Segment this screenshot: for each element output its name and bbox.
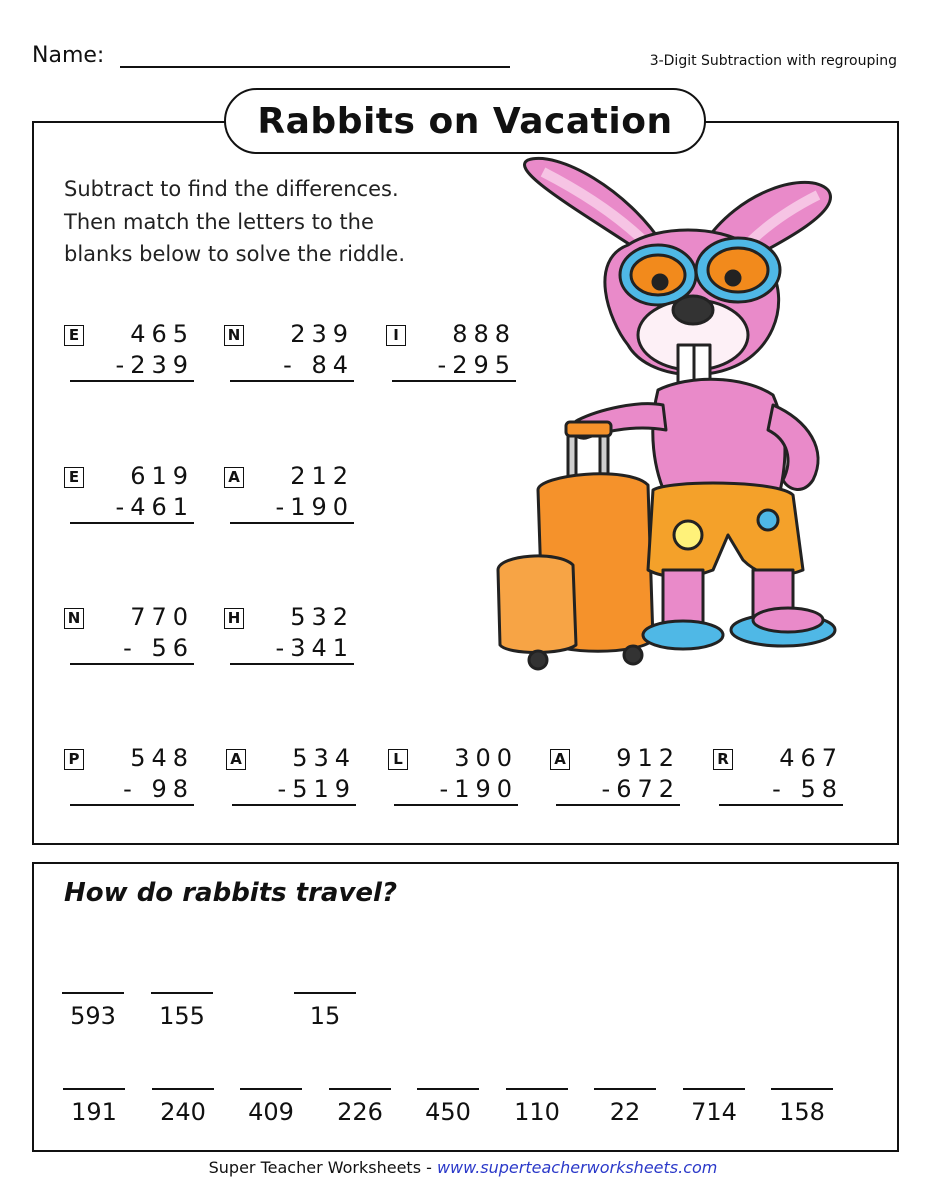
subtrahend: -672: [556, 775, 680, 806]
subtrahend: -295: [392, 351, 516, 382]
answer-blank[interactable]: [62, 992, 124, 1040]
blank-line[interactable]: [152, 1088, 214, 1090]
blank-line[interactable]: [62, 992, 124, 994]
blank-number: 110: [514, 1098, 560, 1126]
blank-line[interactable]: [683, 1088, 745, 1090]
letter-box: I: [386, 325, 406, 346]
letter-box: E: [64, 325, 84, 346]
minuend: 912: [616, 744, 680, 772]
minuend: 548: [130, 744, 194, 772]
footer-url[interactable]: www.superteacherworksheets.com: [436, 1158, 718, 1177]
blank-line[interactable]: [63, 1088, 125, 1090]
blank-line[interactable]: [240, 1088, 302, 1090]
instructions: [64, 173, 484, 271]
problem: [550, 744, 680, 808]
answer-blank[interactable]: [594, 1088, 656, 1136]
minuend: 770: [130, 603, 194, 631]
blank-number: 158: [779, 1098, 825, 1126]
minuend: 888: [452, 320, 516, 348]
name-label: Name:: [32, 43, 105, 68]
problem: [224, 603, 354, 667]
riddle-question: How do rabbits travel?: [64, 878, 398, 908]
blank-number: 191: [71, 1098, 117, 1126]
rabbit-illustration: [488, 150, 848, 680]
subtrahend: - 84: [230, 351, 354, 382]
footer: [0, 1158, 926, 1177]
answer-blank[interactable]: [63, 1088, 125, 1136]
subtrahend: -519: [232, 775, 356, 806]
answer-blank[interactable]: [417, 1088, 479, 1136]
subtrahend: -190: [394, 775, 518, 806]
letter-box: E: [64, 467, 84, 488]
answer-blank[interactable]: [151, 992, 213, 1040]
blank-line[interactable]: [329, 1088, 391, 1090]
answer-blank[interactable]: [240, 1088, 302, 1136]
problem: [64, 744, 194, 808]
minuend: 239: [290, 320, 354, 348]
instruction-line: blanks below to solve the riddle.: [64, 242, 406, 266]
problem: [224, 462, 354, 526]
blank-number: 240: [160, 1098, 206, 1126]
problem: [226, 744, 356, 808]
answer-blank[interactable]: [152, 1088, 214, 1136]
problem: [64, 603, 194, 667]
subtrahend: - 58: [719, 775, 843, 806]
blank-number: 714: [691, 1098, 737, 1126]
blank-line[interactable]: [506, 1088, 568, 1090]
blank-line[interactable]: [594, 1088, 656, 1090]
blank-number: 15: [309, 1002, 341, 1030]
letter-box: L: [388, 749, 408, 770]
blank-number: 226: [337, 1098, 383, 1126]
blank-line[interactable]: [417, 1088, 479, 1090]
letter-box: R: [713, 749, 733, 770]
answer-blank[interactable]: [683, 1088, 745, 1136]
minuend: 467: [779, 744, 843, 772]
letter-box: P: [64, 749, 84, 770]
letter-box: A: [224, 467, 244, 488]
letter-box: A: [226, 749, 246, 770]
subtrahend: -239: [70, 351, 194, 382]
minuend: 619: [130, 462, 194, 490]
name-field[interactable]: [120, 66, 510, 68]
letter-box: N: [224, 325, 244, 346]
blank-line[interactable]: [771, 1088, 833, 1090]
instruction-line: Then match the letters to the: [64, 209, 374, 234]
letter-box: H: [224, 608, 244, 629]
blank-number: 22: [609, 1098, 641, 1126]
answer-blank[interactable]: [506, 1088, 568, 1136]
minuend: 532: [290, 603, 354, 631]
letter-box: N: [64, 608, 84, 629]
worksheet-topic: 3-Digit Subtraction with regrouping: [649, 53, 897, 69]
problem: [388, 744, 518, 808]
subtrahend: -461: [70, 493, 194, 524]
blank-line[interactable]: [294, 992, 356, 994]
subtrahend: - 98: [70, 775, 194, 806]
minuend: 212: [290, 462, 354, 490]
worksheet-title: Rabbits on Vacation: [224, 88, 706, 154]
subtrahend: - 56: [70, 634, 194, 665]
problem: [224, 320, 354, 384]
blank-number: 593: [70, 1002, 116, 1030]
blank-number: 155: [159, 1002, 205, 1030]
minuend: 534: [292, 744, 356, 772]
blank-number: 409: [248, 1098, 294, 1126]
blank-number: 450: [425, 1098, 471, 1126]
instruction-line: Subtract to find the differences.: [64, 177, 399, 201]
problem: [64, 320, 194, 384]
minuend: 465: [130, 320, 194, 348]
problem: [64, 462, 194, 526]
problem: [713, 744, 843, 808]
blank-line[interactable]: [151, 992, 213, 994]
answer-blank[interactable]: [294, 992, 356, 1040]
answer-blank[interactable]: [771, 1088, 833, 1136]
minuend: 300: [454, 744, 518, 772]
answer-blank[interactable]: [329, 1088, 391, 1136]
subtrahend: -341: [230, 634, 354, 665]
letter-box: A: [550, 749, 570, 770]
subtrahend: -190: [230, 493, 354, 524]
footer-brand: Super Teacher Worksheets -: [208, 1158, 437, 1177]
